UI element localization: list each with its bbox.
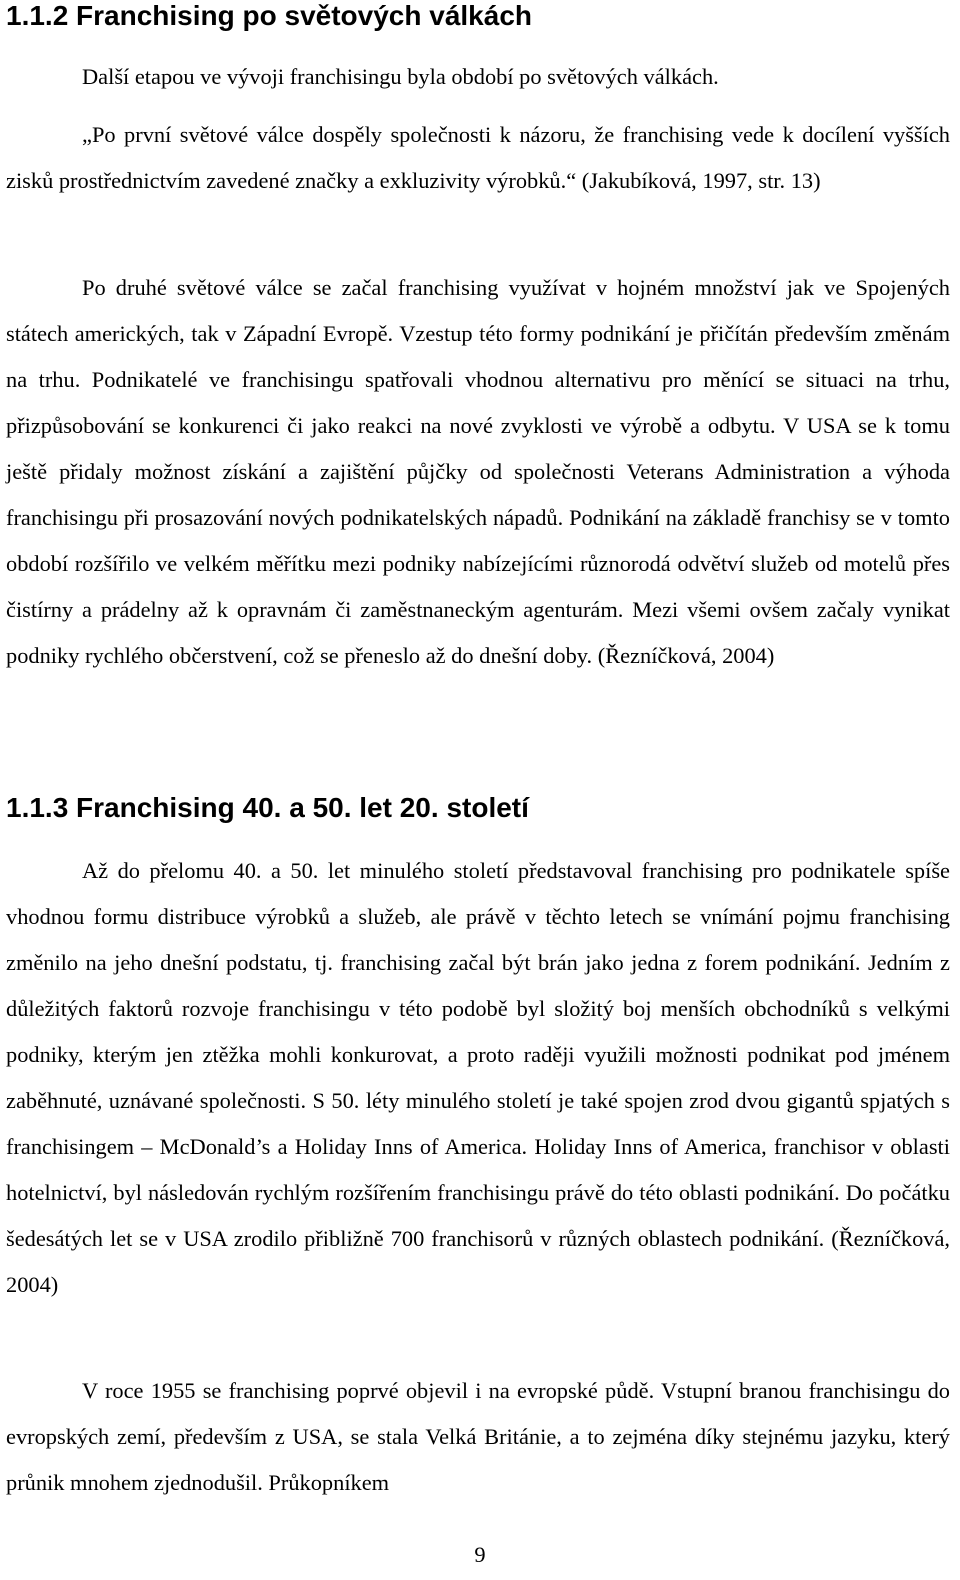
paragraph-post-ww2: Po druhé světové válce se začal franchising využívat v hojném množství jak ve Spojených státech amerických, tak v Západní Evropě. Vzestup této formy podnikání je přičítán především změnám na trhu. Podnikatelé ve franchisingu spatřovali vhodnou alternativu pro měnící se situaci na trhu, přizpůsobování se konkurenci či jako reakci na nové zvyklosti ve výrobě a odbytu. V USA se k tomu ještě přidaly možnost získání a zajištění půjčky od společnosti Veterans Administration a výhoda franchisingu při prosazování nových podnikatelských nápadů. Podnikání na základě franchisy se v tomto období rozšířilo ve velkém měřítku mezi podniky nabízejícími různorodá odvětví služeb od motelů přes čistírny a prádelny až k opravnám či zaměstnaneckým agenturám. Mezi všemi ovšem začaly vynikat podniky rychlého občerstvení, což se přeneslo až do dnešní doby. (Řezníčková, 2004) <box>6 275 950 668</box>
section-heading-franchising-40s-50s: 1.1.3 Franchising 40. a 50. let 20. století <box>6 792 529 823</box>
page-number: 9 <box>474 1542 486 1567</box>
paragraph-40s-50s: Až do přelomu 40. a 50. let minulého století představoval franchising pro podnikatele spíše vhodnou formu distribuce výrobků a služeb, ale právě v těchto letech se vnímání pojmu franchising změnilo na jeho dnešní podstatu, tj. franchising začal být brán jako jedna z forem podnikání. Jedním z důležitých faktorů rozvoje franchisingu v této podobě byl složitý boj menších obchodníků s velkými podniky, kterým jen ztěžka mohli konkurovat, a proto raději využili možnosti podnikat pod jménem zaběhnuté, uznávané společnosti. S 50. léty minulého století je také spojen zrod dvou gigantů spjatých s franchisingem – McDonald’s a Holiday Inns of America. Holiday Inns of America, franchisor v oblasti hotelnictví, byl následován rychlým rozšířením franchisingu právě do této oblasti podnikání. Do počátku šedesátých let se v USA zrodilo přibližně 700 franchisorů v různých oblastech podnikání. (Řezníčková, 2004) <box>6 858 950 1297</box>
paragraph-quote-jakubikova: „Po první světové válce dospěly společnosti k názoru, že franchising vede k docílení vyšších zisků prostřednictvím zavedené značky a exkluzivity výrobků.“ (Jakubíková, 1997, str. 13) <box>6 122 950 193</box>
paragraph-europe-1955: V roce 1955 se franchising poprvé objevil i na evropské půdě. Vstupní branou franchisingu do evropských zemí, především z USA, se stala Velká Británie, a to zejména díky stejnému jazyku, který průnik mnohem zjednodušil. Průkopníkem <box>6 1378 950 1495</box>
section-heading-franchising-after-wars: 1.1.2 Franchising po světových válkách <box>6 0 532 31</box>
paragraph-intro: Další etapou ve vývoji franchisingu byla období po světových válkách. <box>82 64 719 89</box>
